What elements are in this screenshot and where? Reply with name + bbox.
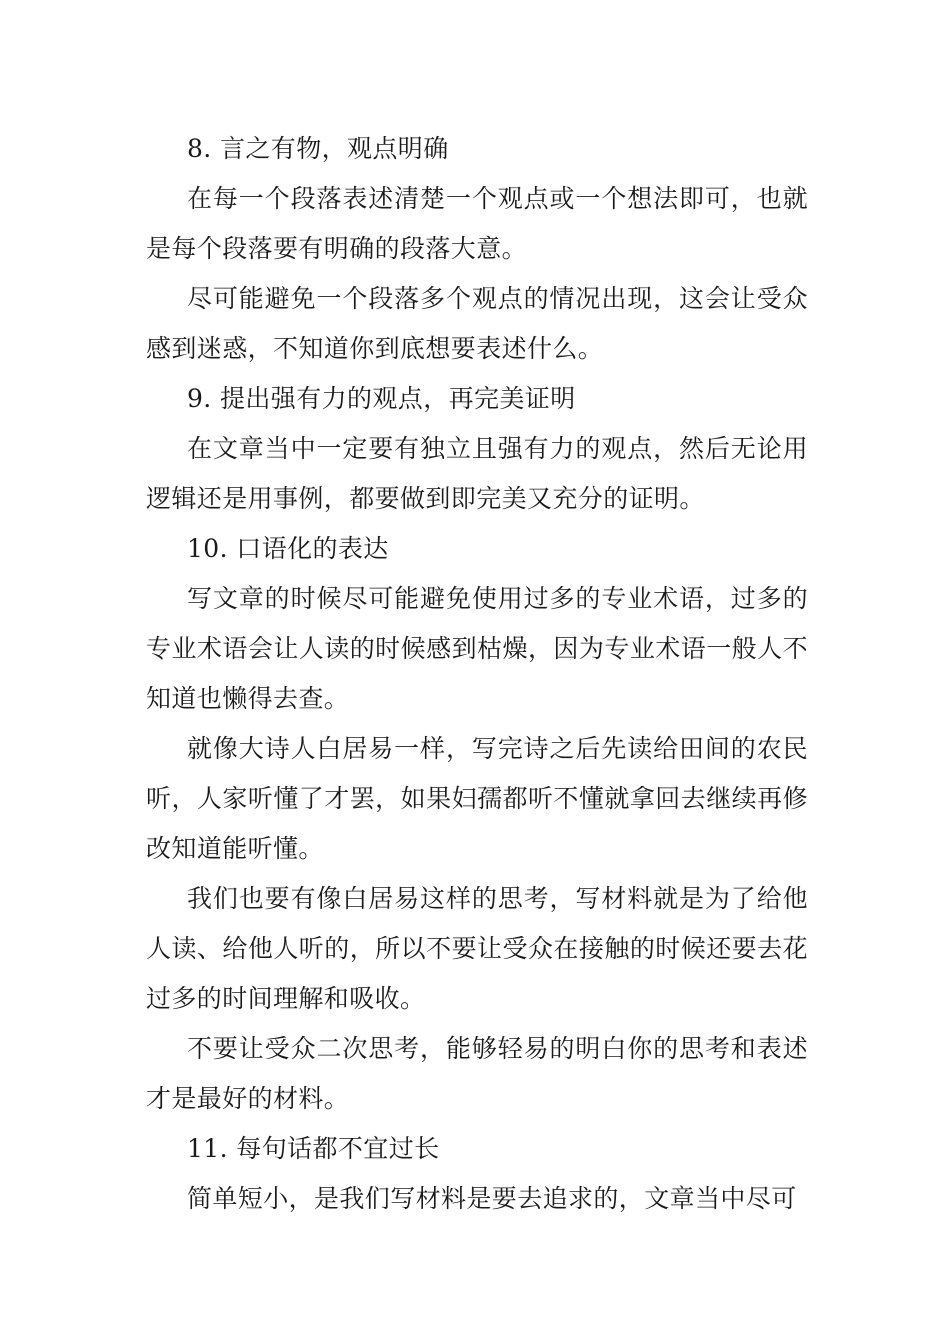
paragraph: 写文章的时候尽可能避免使用过多的专业术语，过多的专业术语会让人读的时候感到枯燥，因为专业术语一般人不知道也懒得去查。 [146, 584, 808, 713]
paragraph: 在文章当中一定要有独立且强有力的观点，然后无论用逻辑还是用事例，都要做到即完美又充分的证明。 [146, 434, 808, 513]
paragraph: 不要让受众二次思考，能够轻易的明白你的思考和表述才是最好的材料。 [146, 1034, 808, 1113]
paragraph: 尽可能避免一个段落多个观点的情况出现，这会让受众感到迷惑，不知道你到底想要表述什么。 [146, 284, 808, 363]
paragraph: 我们也要有像白居易这样的思考，写材料就是为了给他人读、给他人听的，所以不要让受众在接触的时候还要去花过多的时间理解和吸收。 [146, 884, 808, 1013]
heading-9: 9. 提出强有力的观点，再完美证明 [187, 384, 576, 413]
heading-10: 10. 口语化的表达 [187, 534, 389, 563]
heading-11: 11. 每句话都不宜过长 [187, 1134, 440, 1163]
paragraph: 就像大诗人白居易一样，写完诗之后先读给田间的农民听，人家听懂了才罢，如果妇孺都听不懂就拿回去继续再修改知道能听懂。 [146, 734, 808, 863]
heading-8: 8. 言之有物，观点明确 [187, 134, 449, 163]
document-body [146, 124, 808, 1224]
paragraph: 在每一个段落表述清楚一个观点或一个想法即可，也就是每个段落要有明确的段落大意。 [146, 184, 808, 263]
paragraph: 简单短小，是我们写材料是要去追求的，文章当中尽可 [187, 1184, 797, 1213]
